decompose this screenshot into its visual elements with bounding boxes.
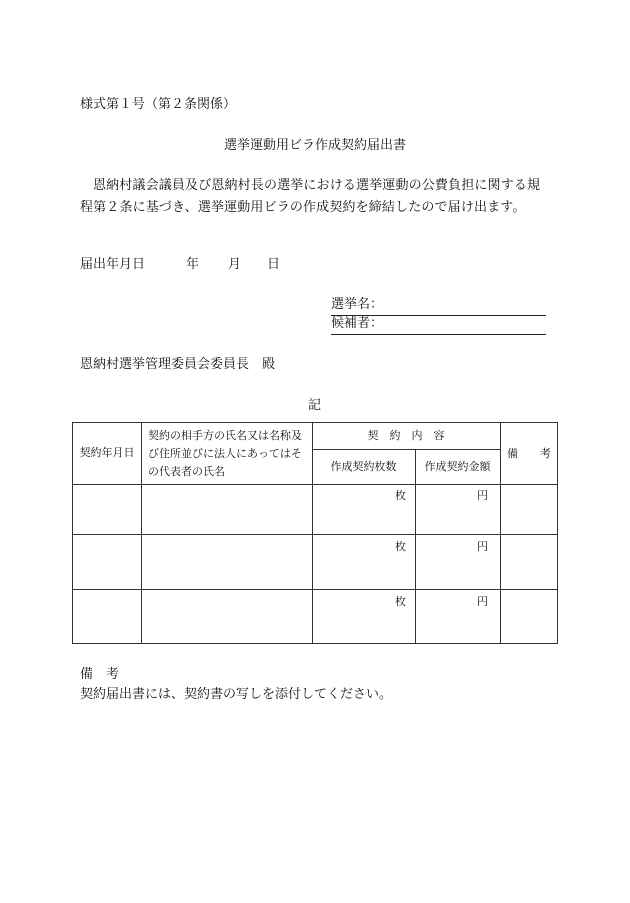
amount-unit: 円 bbox=[477, 540, 488, 553]
contract-table bbox=[72, 422, 558, 644]
day-label: 日 bbox=[267, 257, 281, 272]
row-contract-date-cell[interactable] bbox=[73, 590, 141, 644]
candidate-label: 候補者： bbox=[331, 316, 384, 331]
candidate-field[interactable] bbox=[331, 316, 546, 335]
body-line-2: 程第２条に基づき、選挙運動用ビラの作成契約を締結したので届け出ます。 bbox=[80, 200, 526, 215]
header-copies: 作成契約枚数 bbox=[330, 460, 397, 473]
notes-text: 契約届出書には、契約書の写しを添付してください。 bbox=[80, 687, 393, 702]
addressee: 恩納村選挙管理委員会委員長 殿 bbox=[80, 357, 276, 372]
document-title: 選挙運動用ビラ作成契約届出書 bbox=[223, 138, 406, 153]
row-counterparty-cell[interactable] bbox=[313, 590, 499, 644]
body-line-1: 恩納村議会議員及び恩納村長の選挙における選挙運動の公費負担に関する規 bbox=[93, 178, 541, 193]
row-contract-date-cell[interactable] bbox=[73, 485, 141, 534]
row-contract-date-cell[interactable] bbox=[73, 535, 141, 589]
row-remarks-cell[interactable] bbox=[501, 485, 558, 534]
election-name-label: 選挙名： bbox=[331, 297, 384, 312]
header-counterparty bbox=[148, 427, 302, 481]
table-divider bbox=[141, 423, 142, 643]
header-counterparty-line: 契約の相手方の氏名又は名称及 bbox=[148, 429, 302, 442]
body-paragraph bbox=[80, 178, 580, 216]
header-remarks: 備 考 bbox=[507, 447, 551, 460]
amount-unit: 円 bbox=[477, 489, 488, 502]
election-name-field[interactable] bbox=[331, 297, 546, 316]
row-remarks-cell[interactable] bbox=[501, 535, 558, 589]
header-contract-content: 契 約 内 容 bbox=[367, 429, 445, 442]
form-number: 様式第１号（第２条関係） bbox=[80, 97, 237, 112]
ki-label: 記 bbox=[308, 398, 322, 413]
row-remarks-cell[interactable] bbox=[501, 590, 558, 644]
table-divider bbox=[312, 449, 500, 450]
header-amount: 作成契約金額 bbox=[424, 460, 491, 473]
row-counterparty-cell[interactable] bbox=[313, 485, 499, 534]
copies-unit: 枚 bbox=[395, 489, 406, 502]
copies-unit: 枚 bbox=[395, 595, 406, 608]
header-counterparty-line: び住所並びに法人にあってはそ bbox=[148, 447, 302, 460]
header-counterparty-line: の代表者の氏名 bbox=[148, 465, 225, 478]
row-counterparty-cell[interactable] bbox=[313, 535, 499, 589]
amount-unit: 円 bbox=[477, 595, 488, 608]
copies-unit: 枚 bbox=[395, 540, 406, 553]
year-label: 年 bbox=[186, 257, 200, 272]
month-label: 月 bbox=[228, 257, 242, 272]
header-contract-date: 契約年月日 bbox=[79, 446, 135, 459]
notes-heading: 備 考 bbox=[80, 667, 120, 682]
submission-date-label: 届出年月日 bbox=[80, 257, 146, 272]
